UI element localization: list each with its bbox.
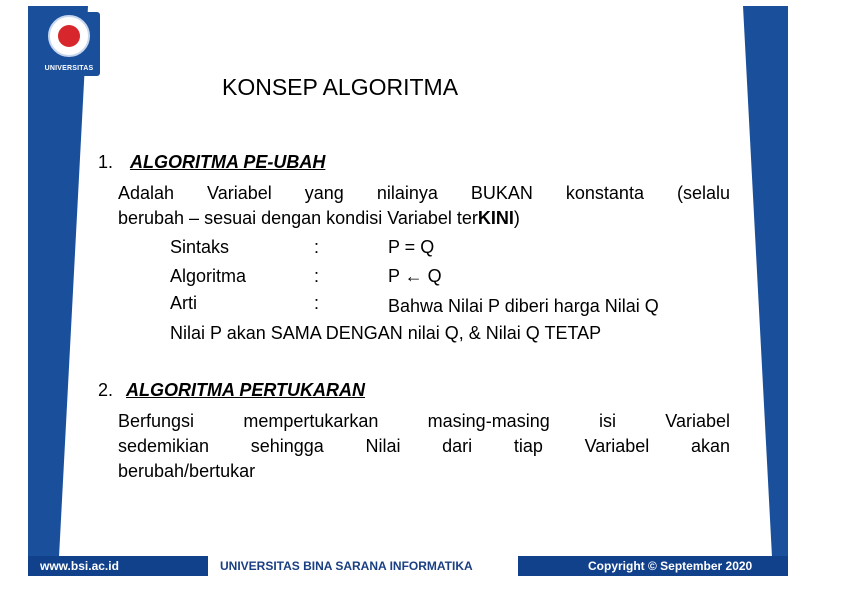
footer-copyright: Copyright © September 2020 xyxy=(588,559,753,573)
footer-university: UNIVERSITAS BINA SARANA INFORMATIKA xyxy=(220,559,473,573)
row-sintaks-sep: : xyxy=(314,237,320,257)
university-logo xyxy=(38,12,100,76)
row-arti-label: Arti xyxy=(170,293,197,313)
footer-website: www.bsi.ac.id xyxy=(40,559,119,573)
row-arti-value: Bahwa Nilai P diberi harga Nilai Q xyxy=(388,296,659,316)
row-algoritma-label: Algoritma xyxy=(170,266,247,286)
footer-bar xyxy=(28,556,788,576)
logo-emblem-center xyxy=(58,25,80,47)
section1-line2-kini: KINI xyxy=(477,208,514,228)
row-sintaks-value: P = Q xyxy=(388,237,435,257)
section1-number: 1. xyxy=(98,152,114,172)
section1-line2 xyxy=(118,207,520,229)
section2-line1: Berfungsi mempertukarkan masing-masing isi Variabel xyxy=(118,411,730,431)
section2-number: 2. xyxy=(98,380,114,400)
section1-line2-c: ) xyxy=(513,208,520,228)
row-sintaks-label: Sintaks xyxy=(170,237,230,257)
section2-heading: ALGORITMA PERTUKARAN xyxy=(126,380,365,400)
section1-line2-a: berubah – sesuai dengan kondisi Variabel ter xyxy=(118,208,478,228)
logo-emblem xyxy=(48,15,90,57)
section1-note: Nilai P akan SAMA DENGAN nilai Q, & Nilai Q TETAP xyxy=(170,323,602,343)
slide-title: KONSEP ALGORITMA xyxy=(222,74,459,100)
section2-line3: berubah/bertukar xyxy=(118,461,256,481)
row-algoritma-sep: : xyxy=(314,266,320,286)
row-algoritma-value: P ← Q xyxy=(388,266,442,286)
slide xyxy=(28,6,788,576)
row-arti-sep: : xyxy=(314,293,320,313)
section1-heading: ALGORITMA PE-UBAH xyxy=(130,152,326,172)
logo-text: UNIVERSITAS xyxy=(44,65,94,72)
section2-line2: sedemikian sehingga Nilai dari tiap Variabel akan xyxy=(118,436,730,456)
section1-line1: Adalah Variabel yang nilainya BUKAN konstanta (selalu xyxy=(118,183,730,203)
